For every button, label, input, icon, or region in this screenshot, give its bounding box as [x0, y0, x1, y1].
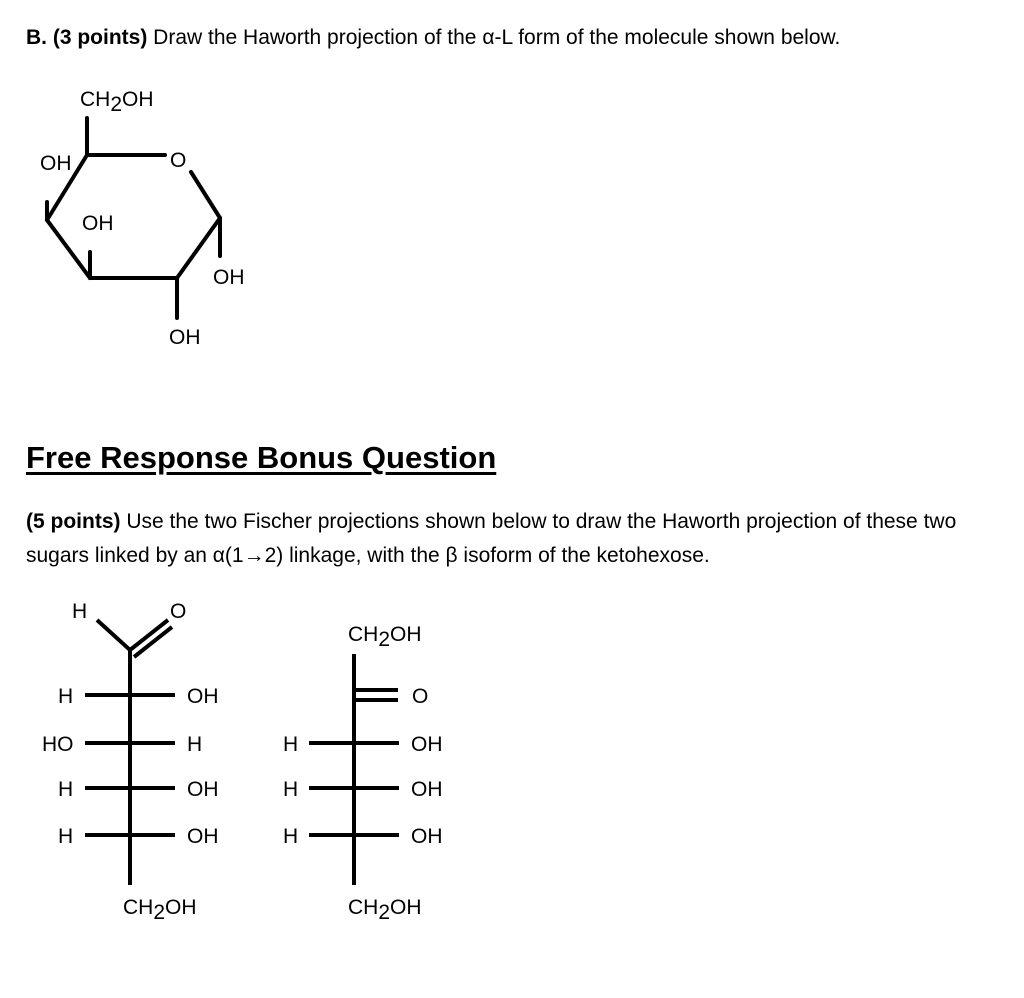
question-b: [26, 26, 840, 50]
aldose-row-3-right: OH: [187, 778, 219, 801]
bonus-question: [26, 505, 1001, 573]
question-b-text: Draw the Haworth projection of the α-L form of the molecule shown below.: [147, 26, 841, 49]
ring-oxygen-label: O: [170, 149, 187, 172]
aldose-row-2-right: H: [187, 733, 203, 756]
ketose-row-1-right: OH: [411, 733, 443, 756]
aldose-row-2-left: HO: [42, 733, 74, 756]
ketose-row-2-right: OH: [411, 778, 443, 801]
aldose-bottom-ch2oh: CH2OH: [123, 896, 197, 924]
ketose-row-2-left: H: [283, 778, 299, 801]
left-oh-label: OH: [40, 152, 72, 175]
ketose-row-3-left: H: [283, 825, 299, 848]
ketose-keto-o: O: [412, 685, 429, 708]
bond-o-c1: [191, 172, 220, 218]
ketose-row-3-right: OH: [411, 825, 443, 848]
bonus-points-label: (5 points): [26, 510, 121, 533]
inner-oh-label: OH: [82, 212, 114, 235]
aldose-ch-bond: [97, 620, 130, 650]
bottom-oh-label: OH: [169, 326, 201, 349]
aldose-row-1-left: H: [58, 685, 74, 708]
right-oh-label: OH: [213, 266, 245, 289]
bonus-question-text: Use the two Fischer projections shown below to draw the Haworth projection of these two sugars linked by an α(1→2) linkage, with the β isoform of the ketohexose.: [26, 510, 957, 567]
aldose-row-4-right: OH: [187, 825, 219, 848]
haworth-structure: [30, 80, 290, 360]
aldose-row-3-left: H: [58, 778, 74, 801]
aldose-top-h: H: [72, 600, 88, 623]
fischer-projections: [30, 590, 510, 930]
aldose-row-1-right: OH: [187, 685, 219, 708]
question-b-label: B. (3 points): [26, 26, 148, 49]
bonus-heading: Free Response Bonus Question: [26, 440, 497, 475]
aldose-top-o: O: [170, 600, 187, 623]
ketose-row-1-left: H: [283, 733, 299, 756]
aldose-row-4-left: H: [58, 825, 74, 848]
top-ch2oh-label: CH2OH: [80, 88, 154, 116]
ketose-top-ch2oh: CH2OH: [348, 623, 422, 651]
ketose-bottom-ch2oh: CH2OH: [348, 896, 422, 924]
